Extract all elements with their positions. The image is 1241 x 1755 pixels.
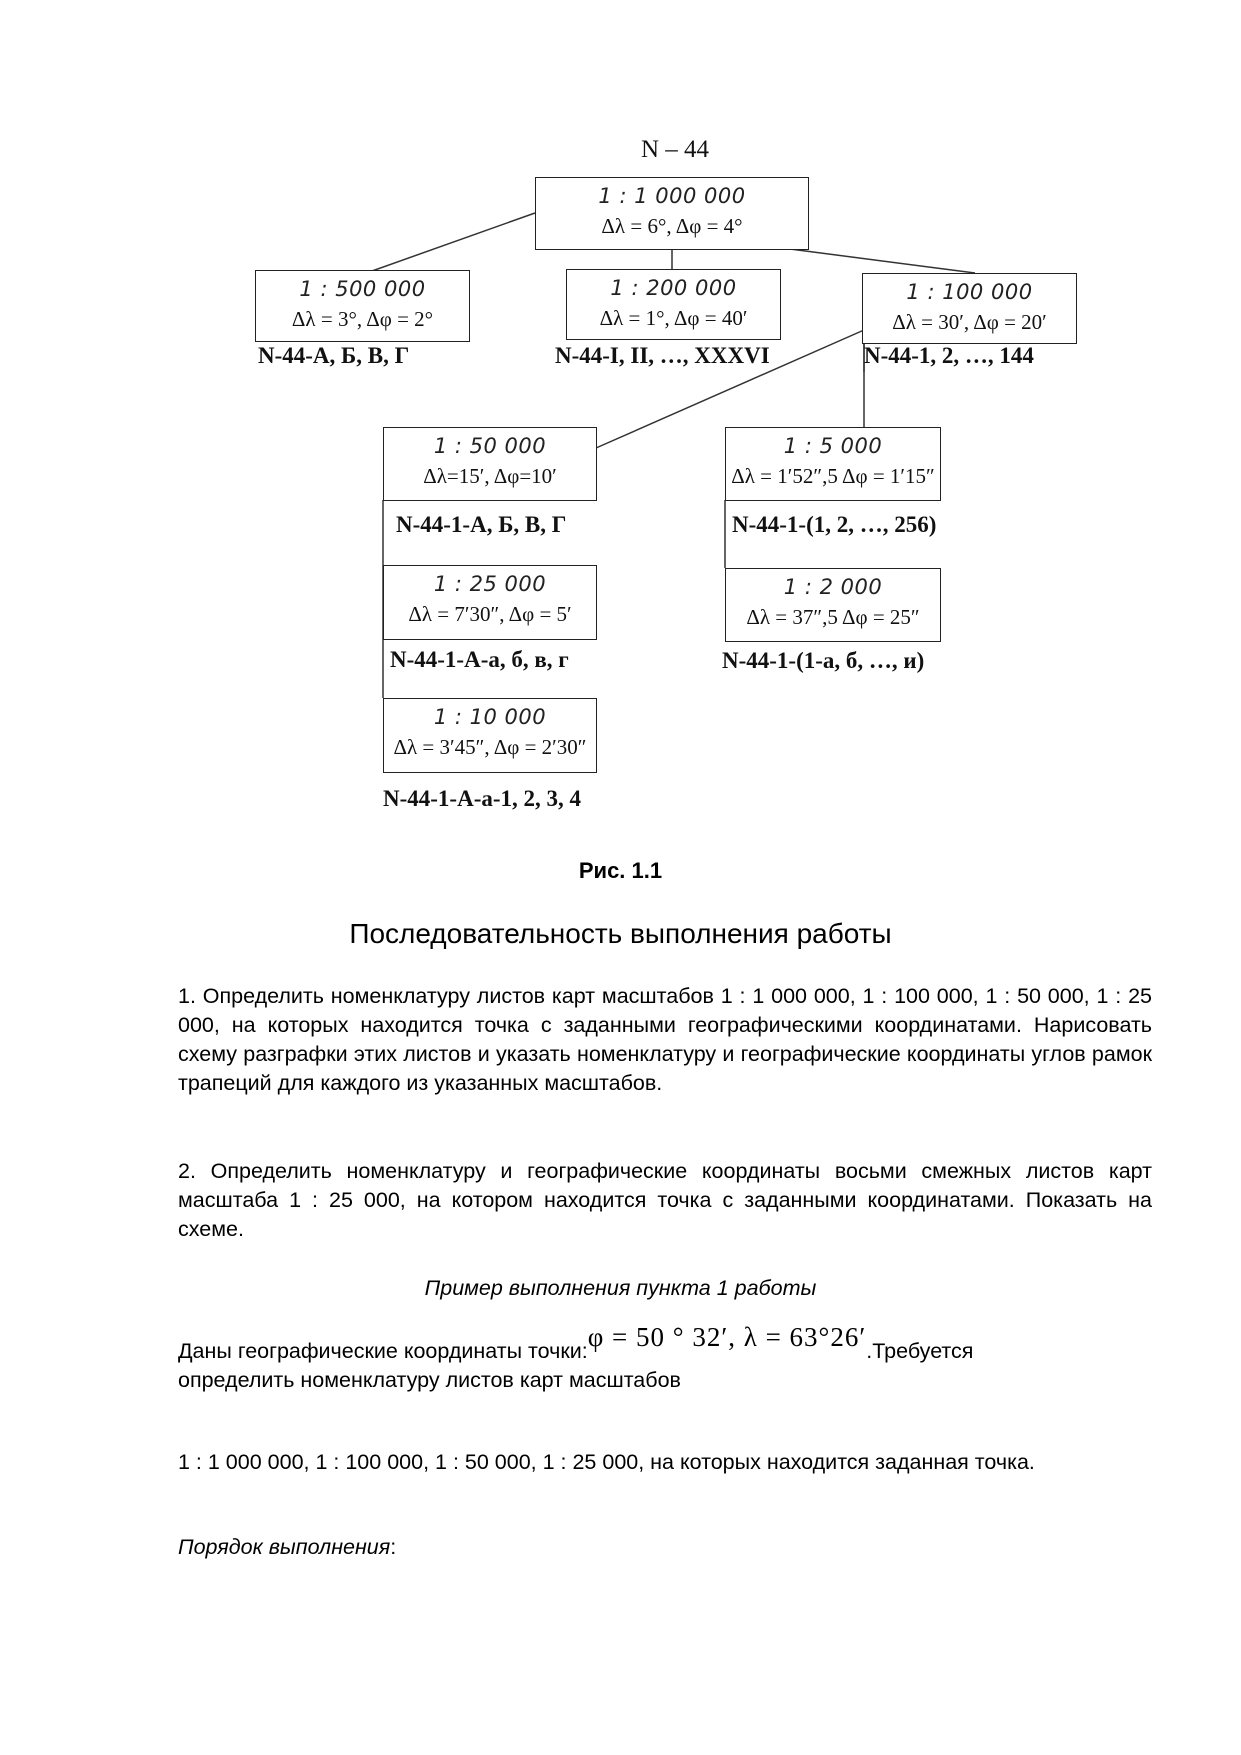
node-1000000	[535, 177, 809, 250]
node-delta: Δλ = 1°, Δφ = 40′	[599, 306, 748, 330]
node-scale: 1 : 10 000	[433, 705, 547, 729]
connector-root-100k	[790, 249, 975, 273]
nomenclature-diagram	[0, 0, 1241, 830]
root-label: N – 44	[640, 136, 710, 163]
given-prefix: Даны географические координаты точки:	[178, 1339, 588, 1363]
nomenclature-2000: N-44-1-(1-а, б, …, и)	[722, 648, 925, 673]
task-item-1: 1. Определить номенклатуру листов карт масштабов 1 : 1 000 000, 1 : 100 000, 1 : 50 000, 1 : 25 000, на которых находится точка с заданными географическими координатами. Нарисовать схему разграфки этих листов и указать номенклатуру и географические координаты углов рамок трапеций для каждого из указанных масштабов.	[178, 984, 1152, 1095]
node-delta: Δλ = 1′52″,5 Δφ = 1′15″	[731, 464, 935, 488]
node-scale: 1 : 50 000	[433, 434, 547, 458]
scales-line: 1 : 1 000 000, 1 : 100 000, 1 : 50 000, 1 : 25 000, на которых находится заданная точка.	[178, 1450, 1035, 1474]
connector-root-500k	[372, 213, 535, 271]
order-label: Порядок выполнения	[178, 1535, 391, 1559]
node-delta: Δλ = 37″,5 Δφ = 25″	[746, 605, 920, 629]
order-colon: :	[390, 1535, 397, 1559]
nomenclature-25000: N-44-1-А-а, б, в, г	[390, 647, 569, 672]
node-25000	[383, 565, 597, 640]
example-heading: Пример выполнения пункта 1 работы	[424, 1276, 817, 1300]
given-suffix: .Требуется	[866, 1339, 974, 1363]
node-scale: 1 : 100 000	[906, 280, 1033, 304]
node-delta: Δλ = 3′45″, Δφ = 2′30″	[393, 735, 587, 759]
node-scale: 1 : 200 000	[610, 276, 737, 300]
nomenclature-5000: N-44-1-(1, 2, …, 256)	[732, 512, 937, 537]
figure-caption: Рис. 1.1	[578, 858, 663, 883]
given-line2: определить номенклатуру листов карт масштабов	[178, 1368, 681, 1392]
node-5000	[725, 427, 941, 501]
node-delta: Δλ = 30′, Δφ = 20′	[892, 310, 1047, 334]
node-delta: Δλ = 7′30″, Δφ = 5′	[408, 602, 572, 626]
nomenclature-100000: N-44-1, 2, …, 144	[864, 343, 1034, 368]
task-item-2: 2. Определить номенклатуру и географические координаты восьми смежных листов карт масштаба 1 : 25 000, на котором находится точка с заданными координатами. Показать на схеме.	[178, 1159, 1152, 1241]
given-formula: φ = 50 ° 32′, λ = 63°26′	[587, 1322, 867, 1352]
node-100000	[862, 273, 1077, 344]
node-scale: 1 : 500 000	[299, 277, 426, 301]
node-50000	[383, 427, 597, 501]
section-heading: Последовательность выполнения работы	[349, 918, 892, 949]
nomenclature-200000: N-44-I, II, …, XXXVI	[555, 343, 770, 368]
nomenclature-50000: N-44-1-А, Б, В, Г	[396, 512, 567, 537]
given-coordinates	[178, 1322, 1178, 1395]
connector-lines	[0, 0, 1241, 830]
node-delta: Δλ=15′, Δφ=10′	[423, 464, 557, 488]
node-500000	[255, 270, 470, 342]
node-scale: 1 : 25 000	[433, 572, 547, 596]
node-200000	[566, 269, 781, 340]
node-scale: 1 : 1 000 000	[598, 184, 746, 208]
node-scale: 1 : 5 000	[783, 434, 883, 458]
node-2000	[725, 568, 941, 642]
node-delta: Δλ = 6°, Δφ = 4°	[601, 214, 743, 238]
node-scale: 1 : 2 000	[783, 575, 883, 599]
nomenclature-500000: N-44-А, Б, В, Г	[258, 343, 410, 368]
nomenclature-10000: N-44-1-А-а-1, 2, 3, 4	[383, 786, 582, 811]
node-10000	[383, 698, 597, 773]
node-delta: Δλ = 3°, Δφ = 2°	[291, 307, 434, 331]
order-line	[178, 1535, 396, 1560]
